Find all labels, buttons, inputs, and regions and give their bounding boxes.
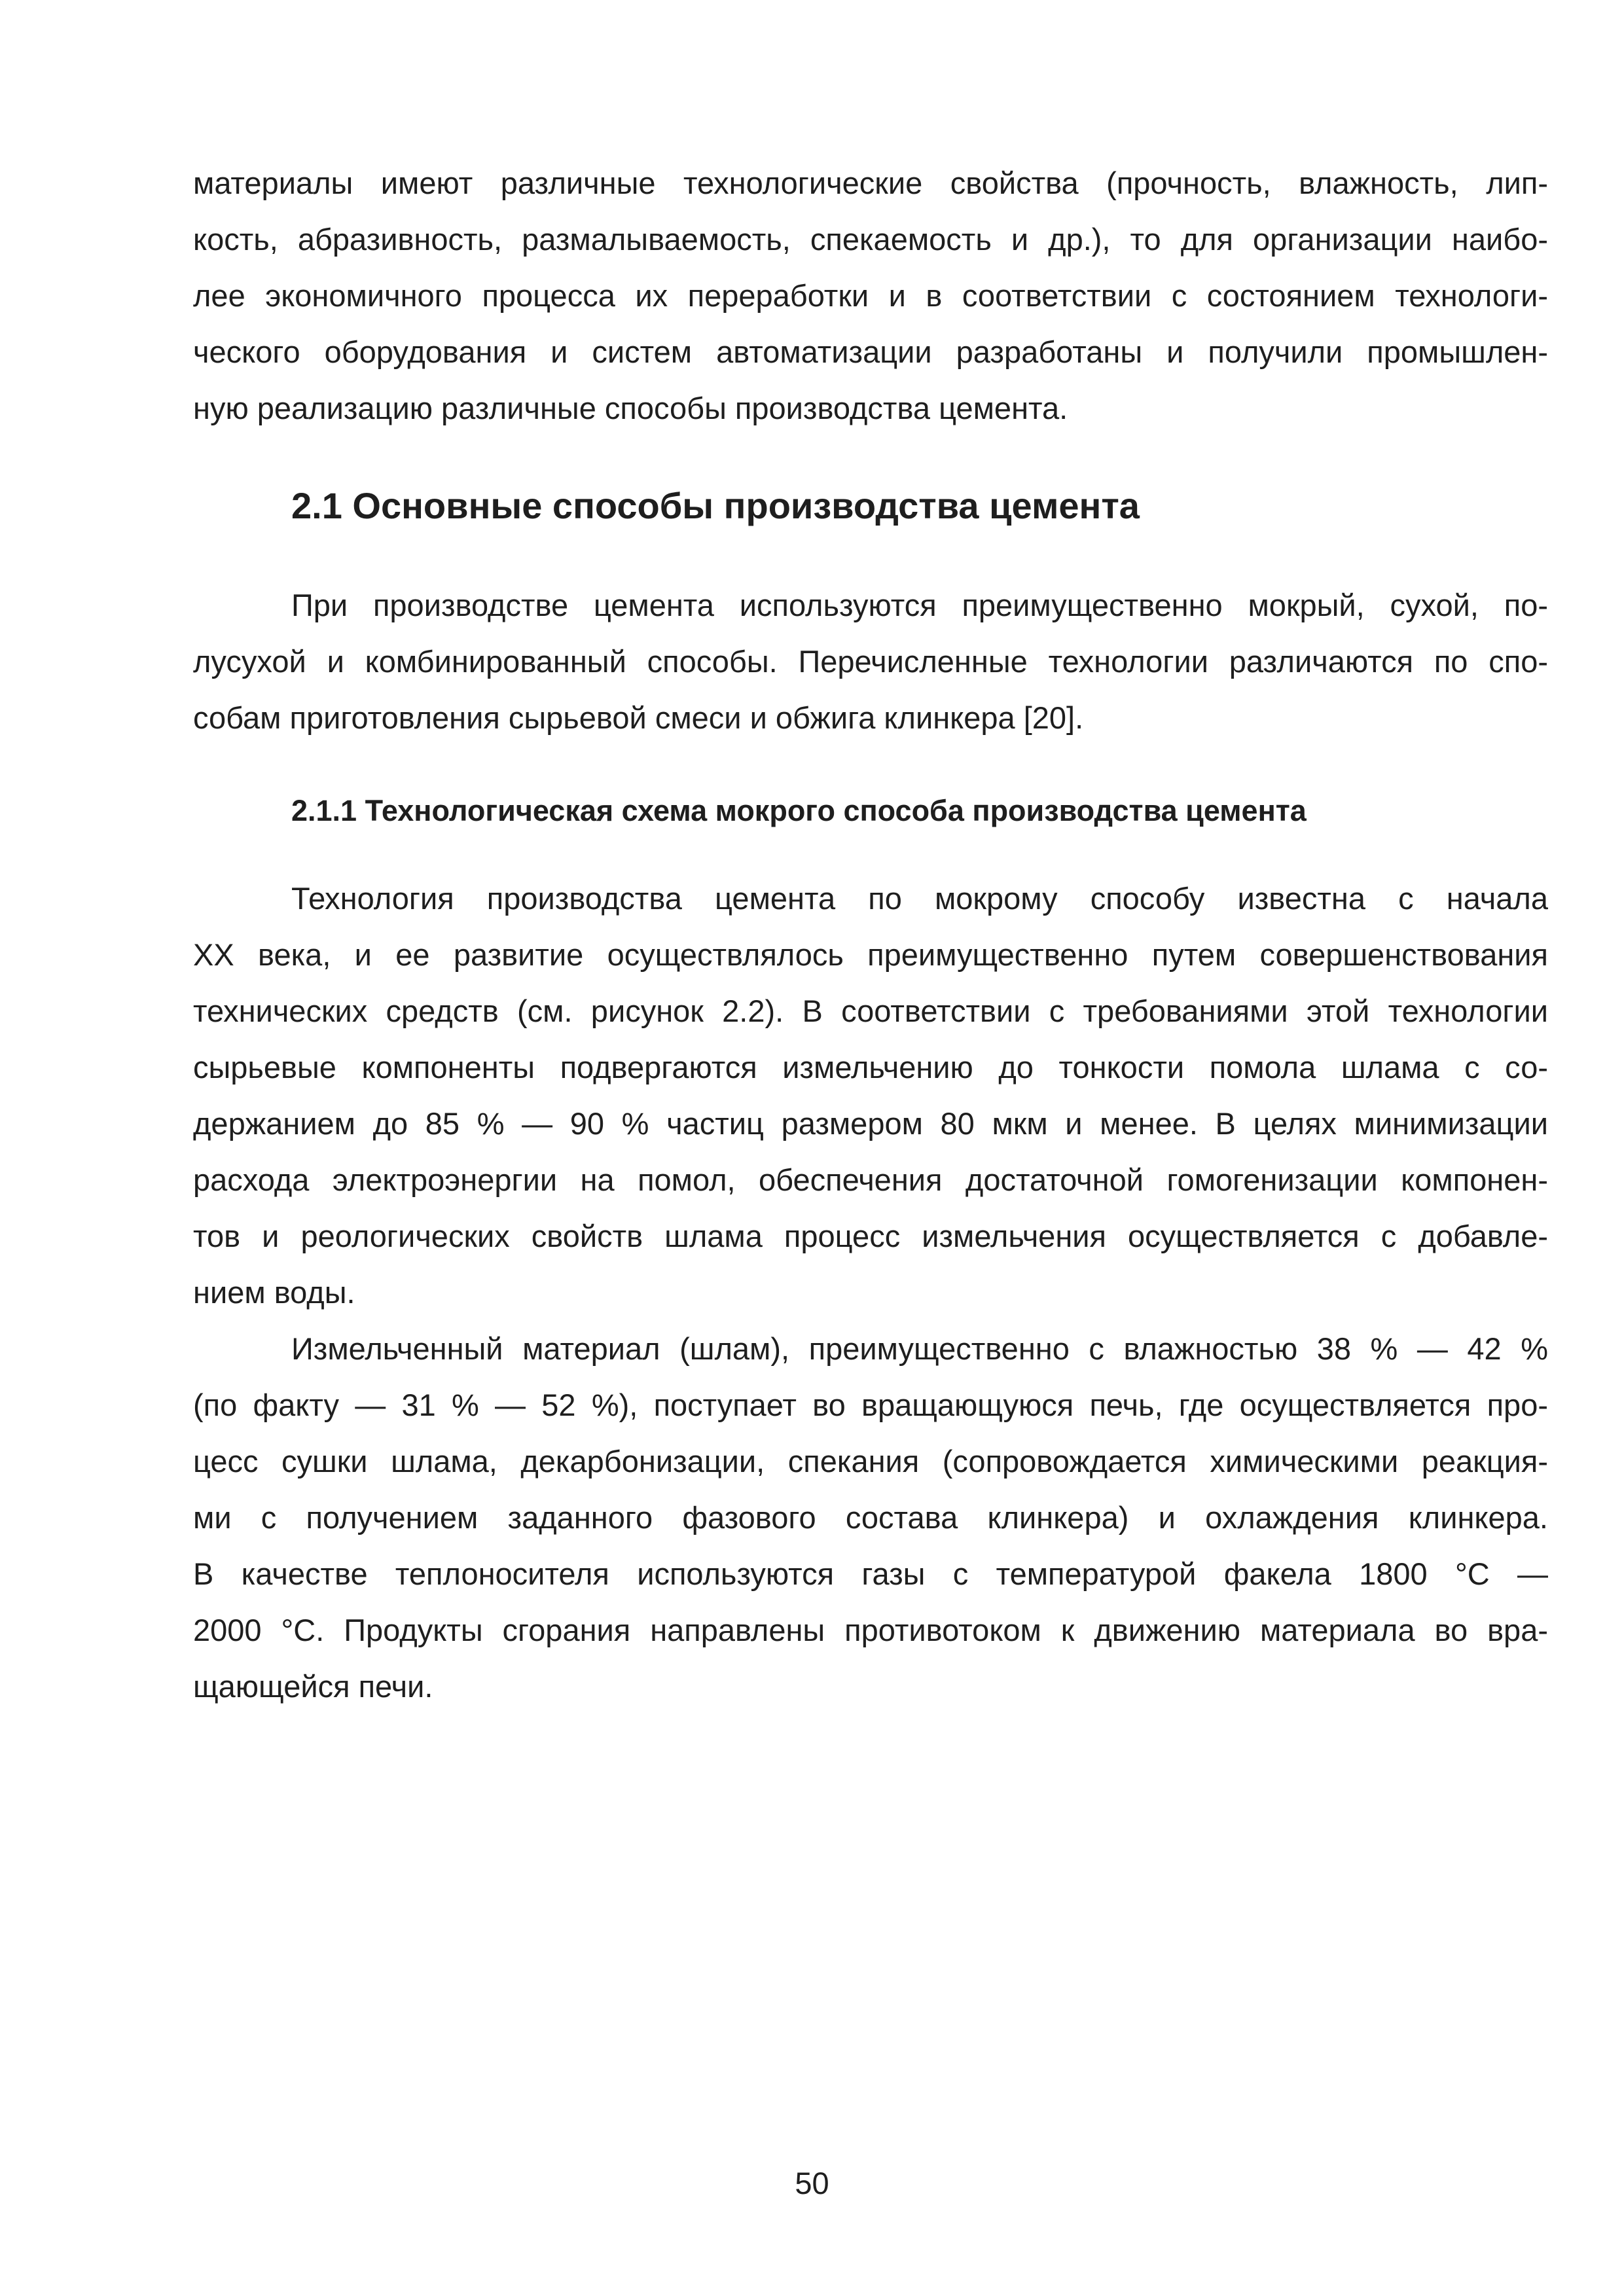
paragraph-wet-process (193, 870, 1548, 1321)
paragraph-line: В качестве теплоносителя используются газы с температурой факела 1800 °С — (193, 1556, 1548, 1591)
paragraph-line: ческого оборудования и систем автоматизации разработаны и получили промышлен- (193, 334, 1548, 369)
paragraph-line: нием воды. (193, 1275, 355, 1310)
paragraph-line: цесс сушки шлама, декарбонизации, спекания (сопровождается химическими реакция- (193, 1444, 1548, 1479)
paragraph-intro (193, 155, 1548, 437)
paragraph-methods (193, 577, 1548, 746)
paragraph-line: ную реализацию различные способы производства цемента. (193, 391, 1068, 425)
paragraph-line: расхода электроэнергии на помол, обеспечения достаточной гомогенизации компонен- (193, 1162, 1548, 1197)
paragraph-line: щающейся печи. (193, 1669, 433, 1704)
paragraph-line: XX века, и ее развитие осуществлялось преимущественно путем совершенствования (193, 937, 1548, 972)
paragraph-line: держанием до 85 % — 90 % частиц размером 80 мкм и менее. В целях минимизации (193, 1106, 1548, 1141)
paragraph-line: ми с получением заданного фазового состава клинкера) и охлаждения клинкера. (193, 1500, 1548, 1535)
paragraph-line: материалы имеют различные технологические свойства (прочность, влажность, лип- (193, 166, 1548, 200)
paragraph-line: (по факту — 31 % — 52 %), поступает во вращающуюся печь, где осуществляется про- (193, 1388, 1548, 1422)
paragraph-line: Технология производства цемента по мокрому способу известна с начала (291, 881, 1548, 916)
paragraph-line: лее экономичного процесса их переработки и в соответствии с состоянием технологи- (193, 278, 1548, 313)
section-heading: 2.1 Основные способы производства цемента (291, 485, 1140, 526)
paragraph-line: сырьевые компоненты подвергаются измельчению до тонкости помола шлама с со- (193, 1050, 1548, 1085)
paragraph-line: технических средств (см. рисунок 2.2). В соответствии с требованиями этой технологии (193, 994, 1548, 1028)
paragraph-line: собам приготовления сырьевой смеси и обжига клинкера [20]. (193, 700, 1084, 735)
paragraph-line: 2000 °С. Продукты сгорания направлены противотоком к движению материала во вра- (193, 1613, 1548, 1647)
paragraph-line: кость, абразивность, размалываемость, спекаемость и др.), то для организации наибо- (193, 222, 1548, 257)
paragraph-line: тов и реологических свойств шлама процесс измельчения осуществляется с добавле- (193, 1219, 1548, 1253)
page-number: 50 (795, 2166, 829, 2200)
paragraph-line: При производстве цемента используются преимущественно мокрый, сухой, по- (291, 588, 1548, 622)
paragraph-kiln (193, 1321, 1548, 1715)
paragraph-line: лусухой и комбинированный способы. Перечисленные технологии различаются по спо- (193, 644, 1548, 679)
paragraph-line: Измельченный материал (шлам), преимущественно с влажностью 38 % — 42 % (291, 1331, 1548, 1366)
subsection-heading: 2.1.1 Технологическая схема мокрого способа производства цемента (291, 794, 1307, 827)
